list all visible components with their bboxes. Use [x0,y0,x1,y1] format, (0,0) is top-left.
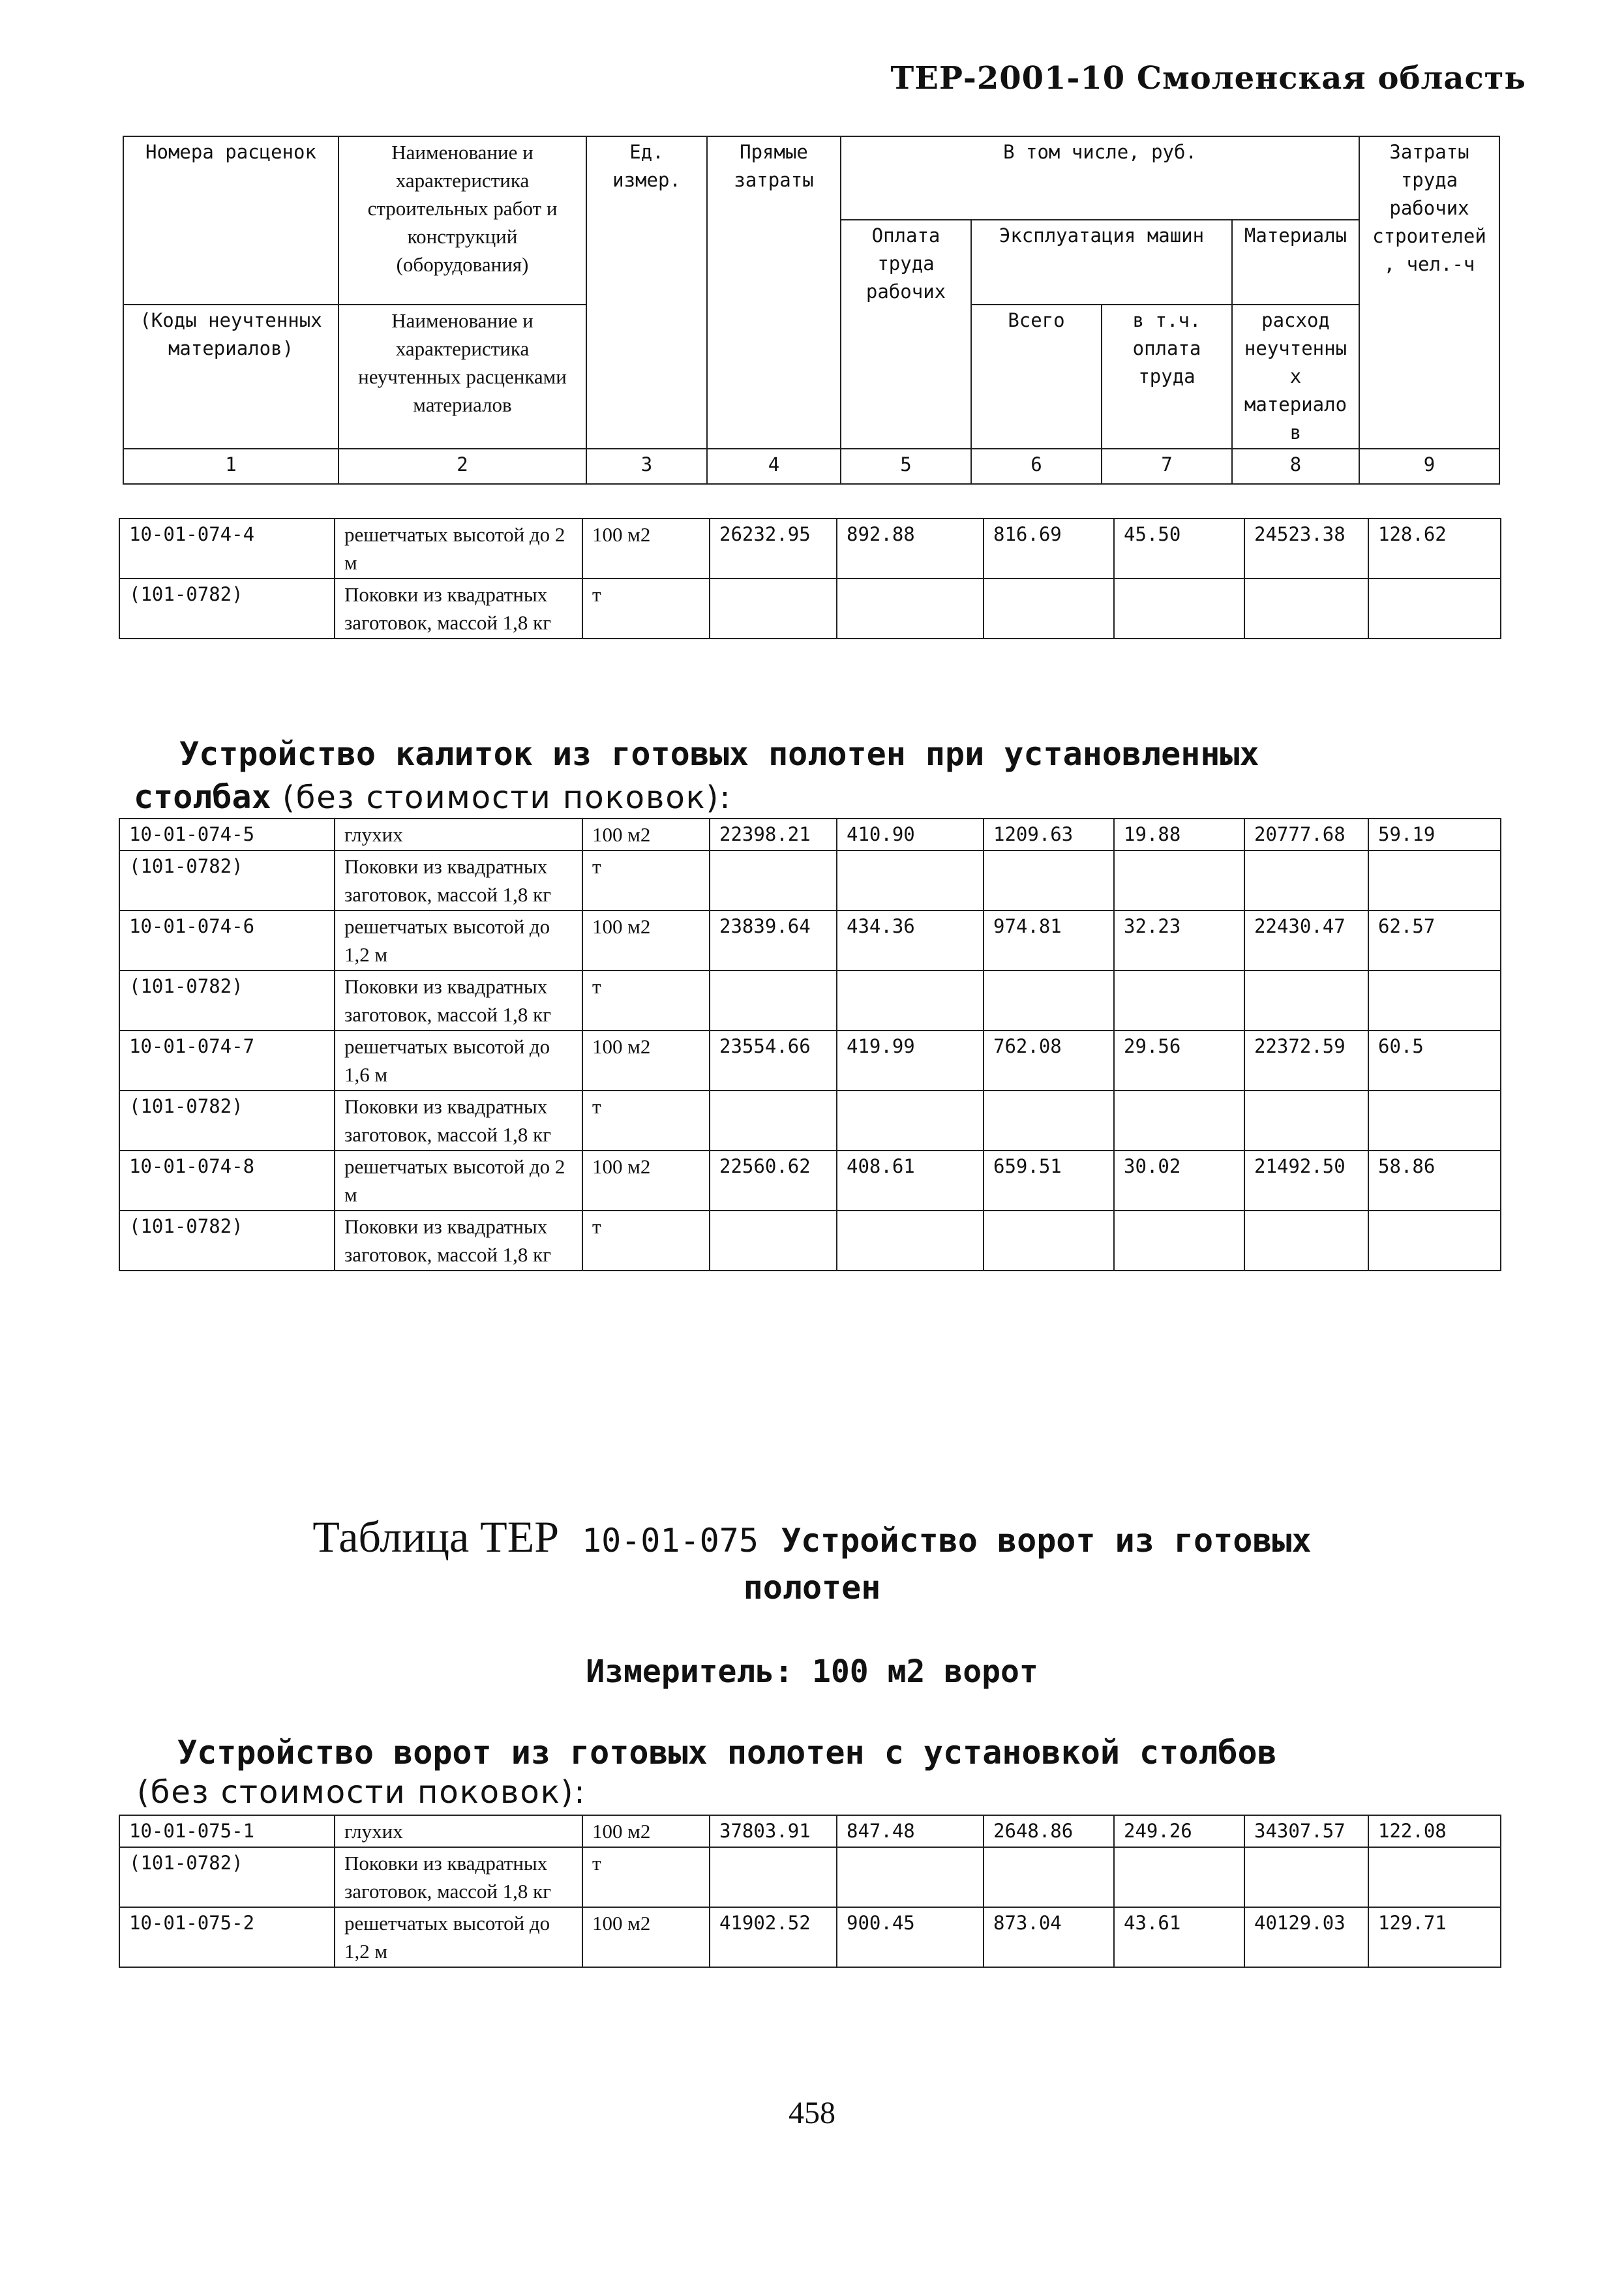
cell-machines-wage [1114,1091,1244,1151]
cell-machines-wage: 19.88 [1114,819,1244,851]
col-number: 4 [707,449,841,484]
cell-rate-code: 10-01-074-8 [119,1151,335,1211]
cell-wage: 892.88 [837,519,984,579]
col-number: 5 [841,449,971,484]
cell-unit: т [582,1847,710,1907]
cell-rate-code: 10-01-075-1 [119,1815,335,1847]
cell-work-name: глухих [335,819,582,851]
cell-wage: 900.45 [837,1907,984,1967]
cell-wage [837,1091,984,1151]
cell-work-name: Поковки из квадратных заготовок, массой 1,8 кг [335,1847,582,1907]
cell-unit: 100 м2 [582,519,710,579]
cell-work-name: глухих [335,1815,582,1847]
cell-materials [1244,1847,1368,1907]
cell-work-name: Поковки из квадратных заготовок, массой 1,8 кг [335,1211,582,1271]
header-wage: Оплата труда рабочих [841,220,971,449]
cell-machines-wage [1114,1211,1244,1271]
cell-machines: 659.51 [984,1151,1114,1211]
cell-machines: 873.04 [984,1907,1114,1967]
cell-work-name: Поковки из квадратных заготовок, массой 1,8 кг [335,579,582,639]
cell-work-name: Поковки из квадратных заготовок, массой 1,8 кг [335,971,582,1031]
cell-materials: 34307.57 [1244,1815,1368,1847]
cell-materials: 40129.03 [1244,1907,1368,1967]
col-number: 1 [123,449,338,484]
table-title-line2: полотен [743,1569,881,1606]
column-header-table [123,136,1500,485]
table-row [119,519,1501,579]
col-number: 7 [1102,449,1232,484]
cell-labor-costs: 60.5 [1368,1031,1501,1091]
cell-machines-wage: 29.56 [1114,1031,1244,1091]
section-subtitle-doors: (без стоимости поковок): [137,1774,586,1811]
cell-wage: 434.36 [837,911,984,971]
cell-materials: 22372.59 [1244,1031,1368,1091]
cell-direct-costs: 22560.62 [710,1151,837,1211]
cell-labor-costs: 59.19 [1368,819,1501,851]
cell-direct-costs [710,579,837,639]
cell-work-name: решетчатых высотой до 2 м [335,1151,582,1211]
cell-direct-costs: 26232.95 [710,519,837,579]
table-title-code: 10-01-075 [582,1522,759,1560]
section-title-doors: Устройство ворот из готовых полотен с установкой столбов [177,1734,1277,1772]
header-total: Всего [971,305,1102,449]
table-row [119,851,1501,911]
header-name-char: Наименование и характеристика строительных работ и конструкций (оборудования) [338,136,586,305]
cell-machines: 974.81 [984,911,1114,971]
cell-rate-code: (101-0782) [119,1847,335,1907]
cell-rate-code: 10-01-074-4 [119,519,335,579]
cell-labor-costs [1368,1847,1501,1907]
cell-labor-costs: 62.57 [1368,911,1501,971]
cell-direct-costs: 22398.21 [710,819,837,851]
cell-rate-code: (101-0782) [119,971,335,1031]
header-direct-costs: Прямые затраты [707,136,841,449]
cell-labor-costs [1368,851,1501,911]
cell-machines [984,971,1114,1031]
cell-rate-code: (101-0782) [119,1211,335,1271]
cell-work-name: решетчатых высотой до 1,2 м [335,1907,582,1967]
section-title-tail: столбах [134,778,271,816]
cell-unit: 100 м2 [582,819,710,851]
header-materials: Материалы [1232,220,1359,305]
cell-materials: 20777.68 [1244,819,1368,851]
table-title-text: Устройство ворот из готовых [781,1522,1312,1560]
cell-direct-costs: 37803.91 [710,1815,837,1847]
cell-unit: т [582,1211,710,1271]
cell-machines-wage: 30.02 [1114,1151,1244,1211]
header-machine-op: Эксплуатация машин [971,220,1232,305]
cell-machines: 762.08 [984,1031,1114,1091]
cell-labor-costs: 129.71 [1368,1907,1501,1967]
cell-machines-wage: 45.50 [1114,519,1244,579]
cell-materials: 24523.38 [1244,519,1368,579]
col-number: 2 [338,449,586,484]
cell-materials: 22430.47 [1244,911,1368,971]
cell-rate-code: 10-01-074-7 [119,1031,335,1091]
table-row [119,911,1501,971]
cell-materials [1244,851,1368,911]
cell-rate-code: (101-0782) [119,1091,335,1151]
cell-unit: т [582,971,710,1031]
header-unaccounted-usage: расход неучтенных материалов [1232,305,1359,449]
table-title [0,1513,1624,1611]
cell-direct-costs: 41902.52 [710,1907,837,1967]
col-number: 3 [586,449,707,484]
cell-work-name: решетчатых высотой до 1,2 м [335,911,582,971]
cell-machines [984,1847,1114,1907]
cell-unit: т [582,1091,710,1151]
page-header: ТЕР-2001-10 Смоленская область [890,60,1526,97]
table-row [119,579,1501,639]
cell-unit: 100 м2 [582,1815,710,1847]
header-including: В том числе, руб. [841,136,1359,220]
section-subtitle: (без стоимости поковок): [271,779,732,816]
cell-wage: 410.90 [837,819,984,851]
cell-unit: 100 м2 [582,1907,710,1967]
cell-machines: 1209.63 [984,819,1114,851]
col-number: 6 [971,449,1102,484]
cell-rate-code: (101-0782) [119,579,335,639]
cell-unit: 100 м2 [582,1151,710,1211]
cell-machines [984,579,1114,639]
cell-wage [837,1211,984,1271]
cell-wage [837,851,984,911]
cell-wage: 408.61 [837,1151,984,1211]
cell-direct-costs [710,1847,837,1907]
section-title-text: Устройство калиток из готовых полотен при установленных [179,735,1259,773]
cell-rate-code: 10-01-074-6 [119,911,335,971]
cell-labor-costs [1368,1211,1501,1271]
table-title-prefix: Таблица ТЕР [312,1512,560,1561]
cell-unit: т [582,851,710,911]
cell-wage: 847.48 [837,1815,984,1847]
cell-machines-wage [1114,579,1244,639]
cell-materials [1244,971,1368,1031]
table-row [119,1031,1501,1091]
cell-unit: 100 м2 [582,911,710,971]
table-row [119,819,1501,851]
cell-unit: т [582,579,710,639]
cell-rate-code: 10-01-075-2 [119,1907,335,1967]
table-row [119,1847,1501,1907]
cell-direct-costs: 23839.64 [710,911,837,971]
rates-table-2 [119,818,1501,1271]
cell-rate-code: (101-0782) [119,851,335,911]
header-labor-costs: Затраты труда рабочих строителей, чел.-ч [1359,136,1499,449]
cell-machines-wage [1114,971,1244,1031]
cell-unit: 100 м2 [582,1031,710,1091]
table-row [119,1151,1501,1211]
section-title-gates-line2 [134,776,732,818]
cell-direct-costs [710,1211,837,1271]
header-incl-wage: в т.ч. оплата труда [1102,305,1232,449]
table-row [119,971,1501,1031]
table-row [119,1815,1501,1847]
cell-machines-wage [1114,851,1244,911]
cell-machines: 816.69 [984,519,1114,579]
cell-work-name: решетчатых высотой до 1,6 м [335,1031,582,1091]
cell-materials [1244,579,1368,639]
cell-machines-wage: 43.61 [1114,1907,1244,1967]
cell-rate-code: 10-01-074-5 [119,819,335,851]
cell-direct-costs [710,1091,837,1151]
cell-wage: 419.99 [837,1031,984,1091]
col-number: 9 [1359,449,1499,484]
cell-direct-costs: 23554.66 [710,1031,837,1091]
cell-direct-costs [710,971,837,1031]
measure-unit: Измеритель: 100 м2 ворот [586,1653,1038,1690]
cell-materials: 21492.50 [1244,1151,1368,1211]
cell-work-name: Поковки из квадратных заготовок, массой 1,8 кг [335,851,582,911]
cell-labor-costs: 128.62 [1368,519,1501,579]
cell-machines [984,851,1114,911]
cell-labor-costs: 122.08 [1368,1815,1501,1847]
cell-machines [984,1211,1114,1271]
cell-labor-costs [1368,579,1501,639]
table-row [119,1907,1501,1967]
table-row [119,1211,1501,1271]
cell-direct-costs [710,851,837,911]
header-name-unaccounted: Наименование и характеристика неучтенных расценками материалов [338,305,586,449]
header-unit: Ед. измер. [586,136,707,449]
col-number: 8 [1232,449,1359,484]
cell-wage [837,971,984,1031]
cell-machines [984,1091,1114,1151]
cell-materials [1244,1211,1368,1271]
cell-labor-costs [1368,1091,1501,1151]
cell-machines-wage: 32.23 [1114,911,1244,971]
page-number: 458 [789,2096,835,2130]
table-row [119,1091,1501,1151]
cell-labor-costs: 58.86 [1368,1151,1501,1211]
cell-wage [837,579,984,639]
cell-wage [837,1847,984,1907]
cell-materials [1244,1091,1368,1151]
cell-work-name: решетчатых высотой до 2 м [335,519,582,579]
cell-machines-wage [1114,1847,1244,1907]
cell-labor-costs [1368,971,1501,1031]
header-rate-numbers: Номера расценок [123,136,338,305]
header-codes-unaccounted: (Коды неучтенных материалов) [123,305,338,449]
section-title-gates [179,733,1259,775]
rates-table-3 [119,1815,1501,1968]
cell-work-name: Поковки из квадратных заготовок, массой 1,8 кг [335,1091,582,1151]
cell-machines-wage: 249.26 [1114,1815,1244,1847]
rates-table-1 [119,518,1501,639]
cell-machines: 2648.86 [984,1815,1114,1847]
